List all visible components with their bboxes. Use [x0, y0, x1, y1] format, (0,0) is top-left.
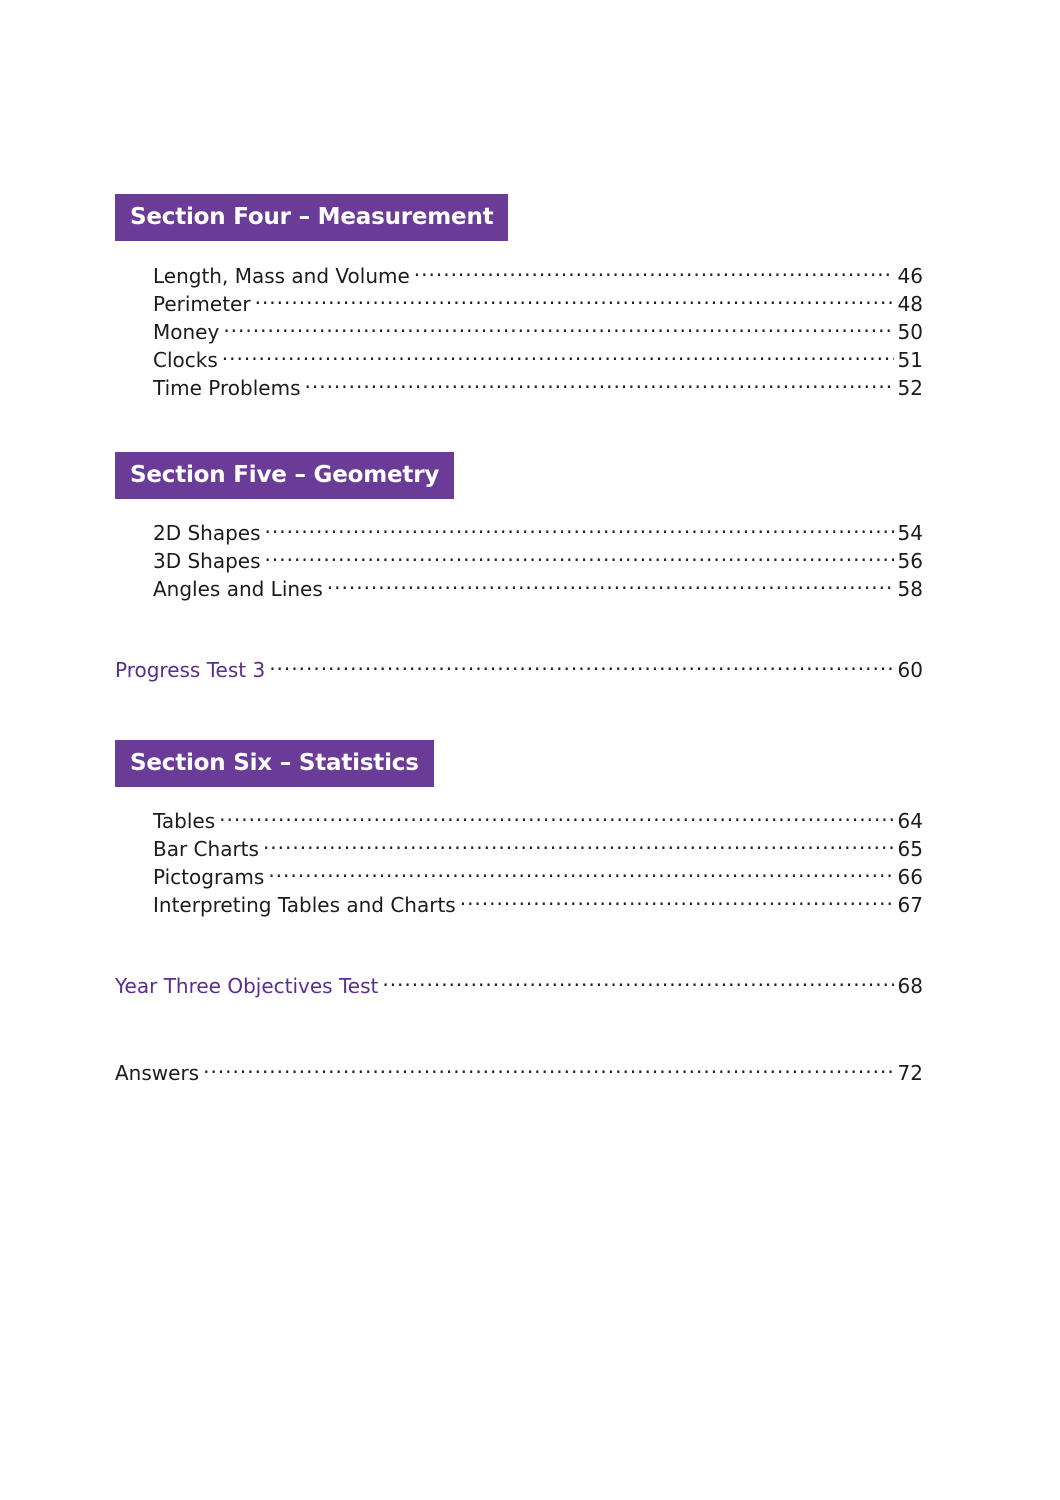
section-six-header: Section Six – Statistics — [115, 740, 434, 787]
toc-entry-perimeter[interactable] — [153, 283, 923, 316]
toc-leader-dots — [255, 283, 894, 311]
toc-leader-dots — [327, 568, 894, 596]
toc-entry-page: 67 — [897, 893, 923, 917]
section-four-header: Section Four – Measurement — [115, 194, 508, 241]
toc-entry-answers[interactable] — [115, 1052, 923, 1085]
toc-entry-clocks[interactable] — [153, 339, 923, 372]
toc-leader-dots — [265, 540, 894, 568]
toc-entry-money[interactable] — [153, 311, 923, 344]
toc-entry-label: 2D Shapes — [153, 521, 261, 545]
toc-entry-bar-charts[interactable] — [153, 828, 923, 861]
toc-entry-label: Year Three Objectives Test — [115, 974, 379, 998]
toc-entry-label: Pictograms — [153, 865, 265, 889]
toc-entry-label: Bar Charts — [153, 837, 259, 861]
toc-entry-label: Angles and Lines — [153, 577, 323, 601]
toc-leader-dots — [382, 965, 893, 993]
toc-entry-page: 48 — [897, 292, 923, 316]
toc-entry-time-problems[interactable] — [153, 367, 923, 400]
toc-entry-page: 72 — [897, 1061, 923, 1085]
toc-leader-dots — [268, 856, 893, 884]
toc-entry-label: 3D Shapes — [153, 549, 261, 573]
toc-leader-dots — [222, 339, 894, 367]
toc-entry-label: Interpreting Tables and Charts — [153, 893, 456, 917]
toc-entry-page: 50 — [897, 320, 923, 344]
toc-leader-dots — [460, 884, 894, 912]
toc-entry-page: 66 — [897, 865, 923, 889]
toc-entry-page: 58 — [897, 577, 923, 601]
toc-entry-page: 68 — [897, 974, 923, 998]
toc-entry-page: 65 — [897, 837, 923, 861]
toc-leader-dots — [269, 649, 893, 677]
toc-entry-2d-shapes[interactable] — [153, 512, 923, 545]
toc-entry-angles-and-lines[interactable] — [153, 568, 923, 601]
toc-entry-label: Time Problems — [153, 376, 301, 400]
toc-entry-length-mass-volume[interactable] — [153, 255, 923, 288]
toc-entry-label: Money — [153, 320, 220, 344]
toc-entry-page: 46 — [897, 264, 923, 288]
toc-entry-year-three-objectives-test[interactable] — [115, 965, 923, 998]
toc-entry-3d-shapes[interactable] — [153, 540, 923, 573]
toc-entry-page: 51 — [897, 348, 923, 372]
toc-leader-dots — [414, 255, 894, 283]
toc-entry-label: Perimeter — [153, 292, 251, 316]
toc-entry-label: Length, Mass and Volume — [153, 264, 410, 288]
toc-leader-dots — [223, 311, 893, 339]
toc-entry-label: Clocks — [153, 348, 218, 372]
toc-entry-tables[interactable] — [153, 800, 923, 833]
toc-leader-dots — [263, 828, 894, 856]
toc-entry-page: 64 — [897, 809, 923, 833]
toc-leader-dots — [265, 512, 894, 540]
toc-leader-dots — [203, 1052, 893, 1080]
toc-entry-progress-test-3[interactable] — [115, 649, 923, 682]
toc-entry-page: 54 — [897, 521, 923, 545]
toc-entry-label: Tables — [153, 809, 216, 833]
toc-entry-page: 60 — [897, 658, 923, 682]
toc-entry-label: Answers — [115, 1061, 200, 1085]
toc-entry-page: 52 — [897, 376, 923, 400]
toc-leader-dots — [219, 800, 893, 828]
toc-entry-pictograms[interactable] — [153, 856, 923, 889]
section-five-header: Section Five – Geometry — [115, 452, 454, 499]
toc-entry-interpreting-tables-and-charts[interactable] — [153, 884, 923, 917]
toc-entry-label: Progress Test 3 — [115, 658, 266, 682]
toc-entry-page: 56 — [897, 549, 923, 573]
toc-leader-dots — [305, 367, 894, 395]
